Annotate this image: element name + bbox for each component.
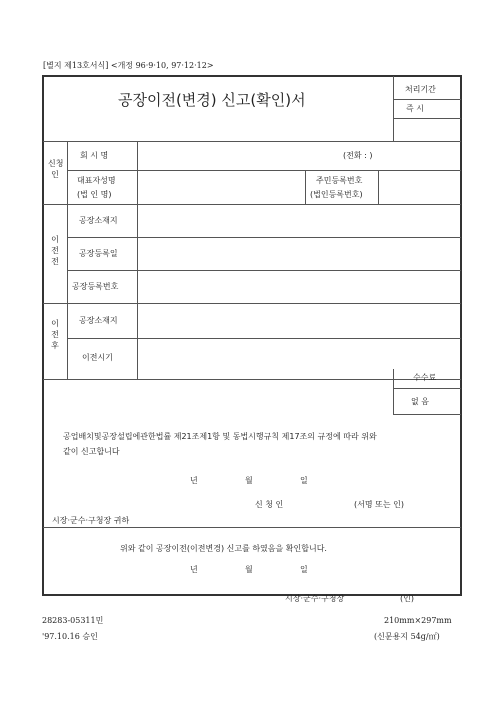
footer-doc-no: 28283-05311민 (42, 616, 104, 625)
fee-box-bottom (393, 414, 461, 415)
after-group-label: 이 전 후 (51, 319, 59, 350)
after-location-label: 공장소재지 (79, 316, 118, 325)
applicant-row-divider (67, 170, 461, 171)
form-title: 공장이전(변경) 신고(확인)서 (118, 91, 306, 109)
before-group-label: 이 전 전 (51, 235, 59, 266)
before-section-bottom (43, 303, 461, 304)
before-row2-divider (67, 270, 461, 271)
confirmation-text: 위와 같이 공장이전(이전변경) 신고를 하였음을 확인합니다. (120, 544, 327, 553)
corp-no-label: (법인등록번호) (310, 190, 363, 199)
declaration-addressee: 시장·군수·구청장 귀하 (52, 516, 130, 525)
declaration-signature-label: (서명 또는 인) (354, 500, 404, 509)
representative-sub-label: (법 인 명) (77, 190, 112, 199)
confirmation-official: 시장·군수·구청장 (285, 594, 345, 603)
frame-right (460, 75, 462, 595)
before-row1-divider (67, 237, 461, 238)
confirmation-divider (43, 527, 461, 528)
declaration-day: 일 (300, 476, 308, 485)
confirmation-seal: (인) (400, 594, 414, 603)
frame-left (42, 75, 44, 595)
label-column-divider (137, 141, 138, 379)
confirmation-day: 일 (300, 565, 308, 574)
footer-size: 210mm×297mm (384, 616, 452, 625)
form-code: [별지 제13호서식] <개정 96·9·10, 97·12·12> (43, 61, 214, 70)
footer-paper: (신문용지 54g/㎡) (374, 632, 440, 641)
declaration-applicant-label: 신 청 인 (255, 500, 284, 509)
frame-top (42, 75, 461, 77)
fee-box-left (393, 369, 394, 415)
processing-value: 즉 시 (406, 104, 424, 113)
group-column-divider (67, 141, 68, 379)
registration-no-label: 공장등록번호 (72, 282, 119, 291)
declaration-text-line1: 공업배치및공장설립에관한법률 제21조제1항 및 동법시행규칙 제17조의 규정에 따라 위와 (63, 432, 377, 441)
phone-label: (전화 : ) (343, 151, 373, 160)
resident-no-left (305, 170, 306, 204)
frame-bottom (42, 594, 462, 596)
registration-date-label: 공장등록일 (79, 249, 118, 258)
applicant-section-bottom (43, 204, 461, 205)
before-location-label: 공장소재지 (79, 216, 118, 225)
fee-label: 수수료 (413, 373, 437, 382)
resident-no-label: 주민등록번호 (316, 176, 363, 185)
move-date-label: 이전시기 (82, 353, 113, 362)
declaration-year: 년 (190, 476, 198, 485)
declaration-month: 월 (245, 476, 253, 485)
processing-box-bottom (393, 118, 461, 119)
after-section-bottom (43, 379, 461, 380)
fee-value: 없 음 (411, 397, 429, 406)
resident-no-right (378, 170, 379, 204)
processing-box-mid (393, 99, 461, 100)
processing-box-left (393, 76, 394, 141)
footer-approval: '97.10.16 승인 (42, 632, 98, 641)
fee-box-mid (393, 388, 461, 389)
company-name-label: 회 시 명 (80, 151, 109, 160)
declaration-text-line2: 같이 신고합니다 (63, 447, 120, 456)
after-row-divider (67, 338, 461, 339)
confirmation-year: 년 (190, 565, 198, 574)
representative-label: 대표자성명 (77, 176, 116, 185)
applicant-group-label: 신청 인 (48, 159, 64, 179)
confirmation-month: 월 (245, 565, 253, 574)
processing-label: 처리기간 (405, 85, 436, 94)
title-divider (43, 141, 461, 142)
